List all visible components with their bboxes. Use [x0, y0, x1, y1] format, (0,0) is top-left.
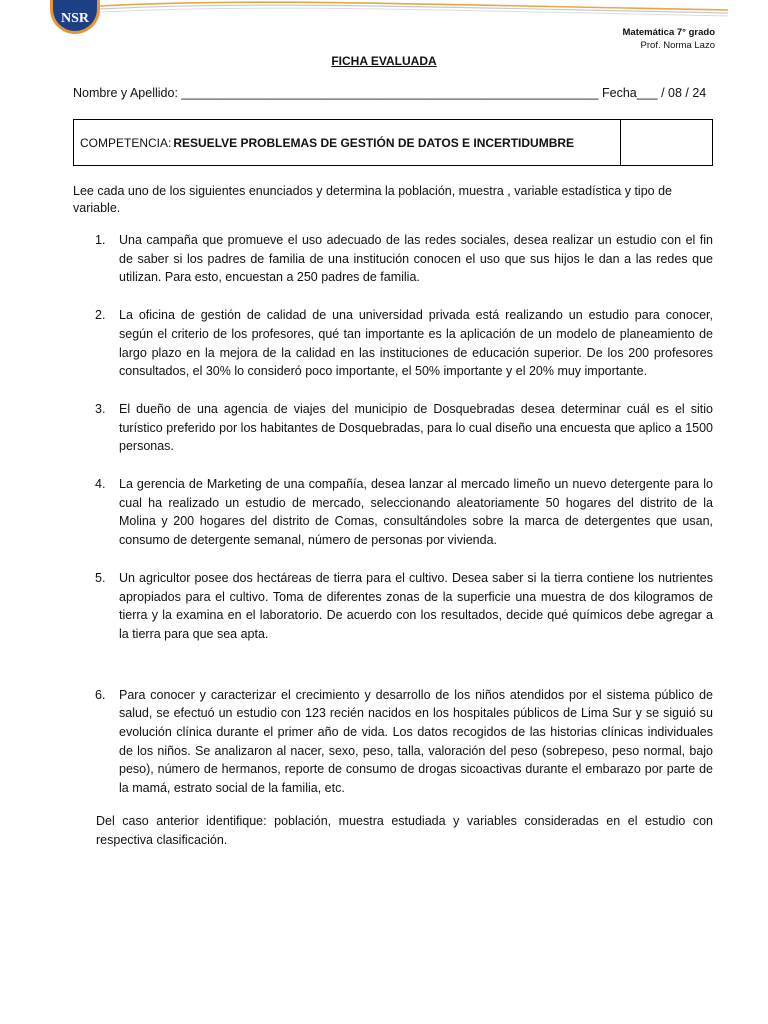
list-item [73, 475, 713, 550]
course-info [623, 26, 716, 52]
problem-list [73, 231, 713, 798]
item-text: Para conocer y caracterizar el crecimiento y desarrollo de los niños atendidos por el sistema público de salud, se efectuó un estudio con 123 recién nacidos en los hospitales públicos de Lima Sur y se siguió su evolución clínica durante el primer año de vida. Los datos recogidos de las historias clínicas individuales de los niños. Se analizaron al nacer, sexo, peso, talla, valoración del peso (sobrepeso, peso normal, bajo peso), número de hermanos, reporte de consumo de drogas sicoactivas durante el embarazo por parte de la mamá, estrato social de la familia, etc. [119, 687, 713, 796]
grade-cell[interactable] [621, 120, 712, 165]
name-label: Nombre y Apellido: [73, 86, 182, 100]
item-number: 1. [95, 233, 106, 247]
date-month-year: / 08 / 24 [657, 86, 707, 100]
list-item [73, 306, 713, 381]
competencia-value: RESUELVE PROBLEMAS DE GESTIÓN DE DATOS E INCERTIDUMBRE [173, 135, 575, 150]
date-day-field[interactable]: ___ [636, 86, 658, 100]
list-item [73, 686, 713, 798]
item-text: El dueño de una agencia de viajes del municipio de Dosquebradas desea determinar cuál es el sitio turístico preferido por los habitantes de Dosquebradas, para lo cual diseño una encuesta que aplico a 1500 personas. [119, 401, 713, 454]
item-text: La gerencia de Marketing de una compañía, desea lanzar al mercado limeño un nuevo detergente para lo cual ha realizado un estudio de mercado, seleccionando aleatoriamente 50 hogares del distrito de la Molina y 200 hogares del distrito de Comas, consultándoles sobre la marca de detergentes que usan, consumo de detergente semanal, número de personas por vivienda. [119, 477, 713, 548]
course-grade: Matemática 7° grado [622, 27, 715, 38]
school-logo [50, 0, 100, 34]
item-text: Una campaña que promueve el uso adecuado de las redes sociales, desea realizar un estudio con el fin de saber si los padres de familia de una institución conocen el uso que sus hijos le dan a las redes que utilizan. Para esto, encuestan a 250 padres de familia. [119, 233, 713, 285]
list-item [73, 569, 713, 644]
page-title: FICHA EVALUADA [331, 54, 437, 68]
competencia-cell [74, 120, 621, 165]
competencia-label: COMPETENCIA: [80, 135, 172, 150]
closing-question: Del caso anterior identifique: población, muestra estudiada y variables consideradas en el estudio con respectiva clasificación. [96, 814, 713, 847]
item-number: 2. [95, 308, 106, 323]
item-text: Un agricultor posee dos hectáreas de tierra para el cultivo. Desea saber si la tierra contiene los nutrientes apropiados para el cultivo. Toma de diferentes zonas de la superficie una muestra de dos kilogramos de tierra y la examina en el laboratorio. De acuerdo con los resultados, decide qué químicos debe agregar a la tierra para que sea apta. [119, 570, 713, 641]
item-number: 4. [95, 477, 106, 492]
item-number: 6. [95, 687, 106, 702]
list-item [73, 231, 713, 287]
item-number: 5. [95, 570, 106, 585]
item-text: La oficina de gestión de calidad de una universidad privada está realizando un estudio para conocer, según el criterio de los profesores, qué tan importante es la aplicación de un modelo de planeamiento de largo plazo en la mejora de la calidad en las instituciones de educación superior. De los 200 profesores consultados, el 30% lo consideró poco importante, el 50% importante y el 20% muy importante. [119, 308, 713, 379]
teacher-name: Prof. Norma Lazo [640, 40, 715, 51]
item-number: 3. [95, 401, 106, 416]
instructions: Lee cada uno de los siguientes enunciados y determina la población, muestra , variable estadística y tipo de variable. [73, 184, 672, 215]
school-logo-text: NSR [60, 11, 89, 26]
header-banner-lines [100, 0, 728, 18]
name-date-line [73, 86, 706, 100]
name-field[interactable]: ____________________________________________________________ [181, 86, 599, 100]
date-label: Fecha [598, 86, 637, 100]
competencia-table [73, 119, 713, 166]
list-item [73, 400, 713, 456]
